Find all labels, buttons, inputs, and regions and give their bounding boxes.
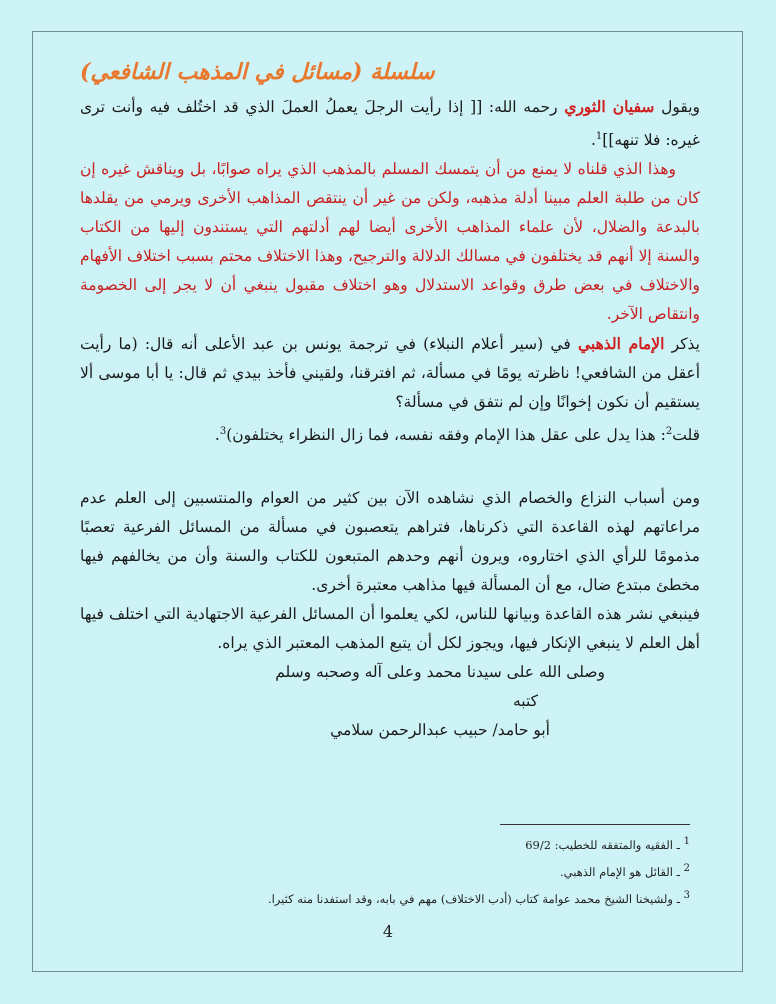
paragraph-qult: قلت$^2$: هذا يدل على عقل هذا الإمام وفقه نفسه، فما زال النظراء يختلفون)$^3$. <box>214 426 700 445</box>
paragraph-tolerance: وهذا الذي قلناه لا يمنع من أن يتمسك المسلم بالمذهب الذي يراه صوابًا، بل ويناقش غيره إن كان من طلبة العلم مبينا أدلة مذهبه، ولكن من غير أن ينتقص المذاهب الأخرى ويرمي من يقلدها بالبدعة والضلال، لأن علماء المذاهب الأخرى أيضا لهم أدلتهم التي يستندون إليها من الكتاب والسنة إلا أنهم قد يختلفون في مسالك الدلالة والترجيح، وهذا الاختلاف محتم بسبب اختلاف الأفهام والاختلاف في بعض طرق وقواعد الاستدلال وهو اختلاف مقبول ينبغي أن لا يجر إلى الخصومة وانتقاص الآخر. <box>80 160 701 324</box>
paragraph-gap <box>80 450 700 484</box>
document-body <box>80 52 700 745</box>
paragraph-causes-of-dispute: ومن أسباب النزاع والخصام الذي نشاهده الآن بين كثير من العوام والمنتسبين إلى العلم عدم مراعاتهم لهذه القاعدة التي ذكرناها، فتراهم يتعصبون في مسألة من المسائل الفرعية تعصبًا مذمومًا للرأي الذي اختاروه، ويرون أنهم وحدهم المتبعون للكتاب والسنة وأن من يخالفهم فيها مخطئ مبتدع ضال، مع أن المسألة فيها مذاهب معتبرة أخرى. <box>80 489 700 595</box>
name-sufyan-thawri: سفيان الثوري <box>564 97 655 116</box>
footnote-ref-2[interactable]: 2 <box>665 426 673 438</box>
series-title: سلسلة (مسائل في المذهب الشافعي) <box>80 59 435 85</box>
closing-wrote: كتبه <box>512 692 538 711</box>
closing-salawat: وصلى الله على سيدنا محمد وعلى آله وصحبه وسلم <box>275 663 605 682</box>
paragraph-dhahabi: يذكر الإمام الذهبي في (سير أعلام النبلاء) في ترجمة يونس بن عبد الأعلى أنه قال: (ما رأيت أعقل من الشافعي! ناظرته يومًا في مسألة، ثم افترقنا، ولقيني فأخذ بيدي ثم قال: يا أبا موسى ألا يستقيم أن نكون إخوانًا وإن لم نتفق في مسألة؟ <box>80 334 700 412</box>
footnote-2: $^2$ ـ القائل هو الإمام الذهبي. <box>559 862 690 879</box>
footnote-1: $^1$ ـ الفقيه والمتفقه للخطيب: 69/2 <box>525 836 690 852</box>
page-number: 4 <box>382 922 394 941</box>
name-imam-dhahabi: الإمام الذهبي <box>577 334 665 354</box>
footnote-divider <box>500 824 690 825</box>
footnotes <box>260 830 690 910</box>
author-signature: أبو حامد/ حبيب عبدالرحمن سلامي <box>330 721 550 740</box>
paragraph-spread-rule: فينبغي نشر هذه القاعدة وبيانها للناس، لكي يعلموا أن المسائل الفرعية الاجتهادية التي اختلف فيها أهل العلم لا ينبغي الإنكار فيها، ويجوز لكل أن يتبع المذهب المعتبر الذي يراه. <box>80 605 700 653</box>
footnote-ref-3[interactable]: 3 <box>219 426 227 438</box>
paragraph-thawri-quote: ويقول سفيان الثوري رحمه الله: [[ إذا رأيت الرجلَ يعملُ العملَ الذي قد اختُلف فيه وأنت ترى غيره: فلا تنهه]]$^1$. <box>80 97 701 150</box>
footnote-ref-1[interactable]: 1 <box>595 131 603 142</box>
footnote-3: $^3$ ـ ولشيخنا الشيخ محمد عوامة كتاب (أدب الاختلاف) مهم في بابه، وقد استفدنا منه كثيرا. <box>267 889 690 906</box>
